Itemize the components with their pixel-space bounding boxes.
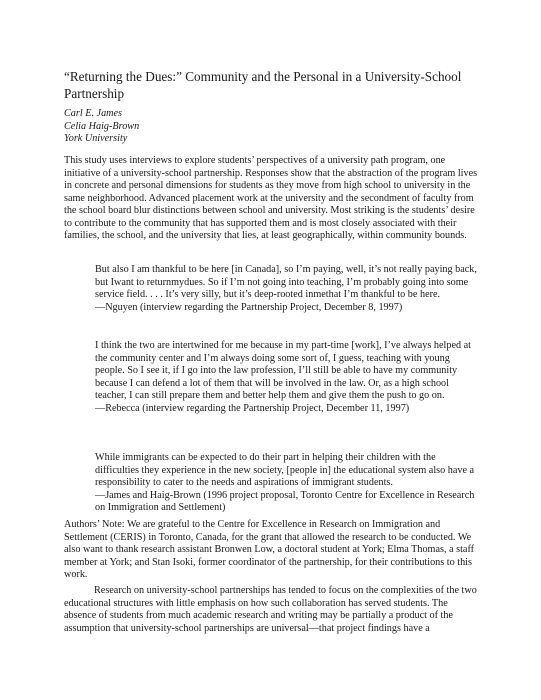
body-paragraph: Research on university-school partnerships has tended to focus on the complexities of the two educational structures with little emphasis on how such collaboration has served students. The absence of students from much academic research and writing may be partially a product of the assumption that university-school partnerships are universal—that project findings have a [64, 585, 477, 634]
quote-attribution: —James and Haig-Brown (1996 project proposal, Toronto Centre for Excellence in Research on Immigration and Settlement) [95, 489, 475, 513]
abstract: This study uses interviews to explore students’ perspectives of a university path program, one initiative of a university-school partnership. Responses show that the abstraction of the program lives in concrete and personal dimensions for students as they move from high school to university in the same neighborhood. Advanced placement work at the university and the secondment of faculty from the school board blur distinctions between school and university. Most striking is the students’ desire to contribute to the community that has supported them and is most closely associated with their families, the school, and the university that lies, at least geographically, within community bounds. [64, 155, 478, 241]
article-title: “Returning the Dues:” Community and the Personal in a University-School Partnership [64, 69, 462, 101]
quote-attribution: —Rebecca (interview regarding the Partnership Project, December 11, 1997) [95, 402, 410, 414]
author-name: Celia Haig-Brown [64, 120, 140, 132]
epigraph-quote [95, 340, 480, 415]
quote-attribution: —Nguyen (interview regarding the Partnership Project, December 8, 1997) [95, 301, 403, 313]
quote-text: But also I am thankful to be here [in Canada], so I’m paying, well, it’s not really paying back, but Iwant to returnmydues. So if I’m not going into teaching, I’m probably going into some service field. . . . It’s very silly, but it’s deep-rooted inmethat I’m thankful to be here. [95, 264, 477, 300]
epigraph-quote [95, 264, 480, 314]
epigraph-quote [95, 452, 480, 515]
author-block [64, 108, 139, 146]
authors-note: Authors’ Note: We are grateful to the Centre for Excellence in Research on Immigration and Settlement (CERIS) in Toronto, Canada, for the grant that allowed the research to be conducted. We also want to thank research assistant Bronwen Low, a doctoral student at York; Elma Thomas, a staff member at York; and Stan Isoki, former coordinator of the partnership, for their contributions to this work. [64, 519, 475, 580]
author-affiliation: York University [64, 133, 128, 144]
quote-text: I think the two are intertwined for me because in my part-time [work], I’ve always helped at the community center and I’m always doing some sort of, I guess, teaching with young people. So I see it, if I go into the law profession, I’ll still be able to have my community because I can defend a lot of them that will be involved in the law. Or, as a high school teacher, I can still prepare them and better help them and give them the push to go on. [95, 340, 471, 401]
quote-text: While immigrants can be expected to do their part in helping their children with the difficulties they experience in the new society, [people in] the educational system also have a responsibility to cater to the needs and aspirations of immigrant students. [95, 452, 475, 488]
author-name: Carl E. James [64, 108, 123, 119]
